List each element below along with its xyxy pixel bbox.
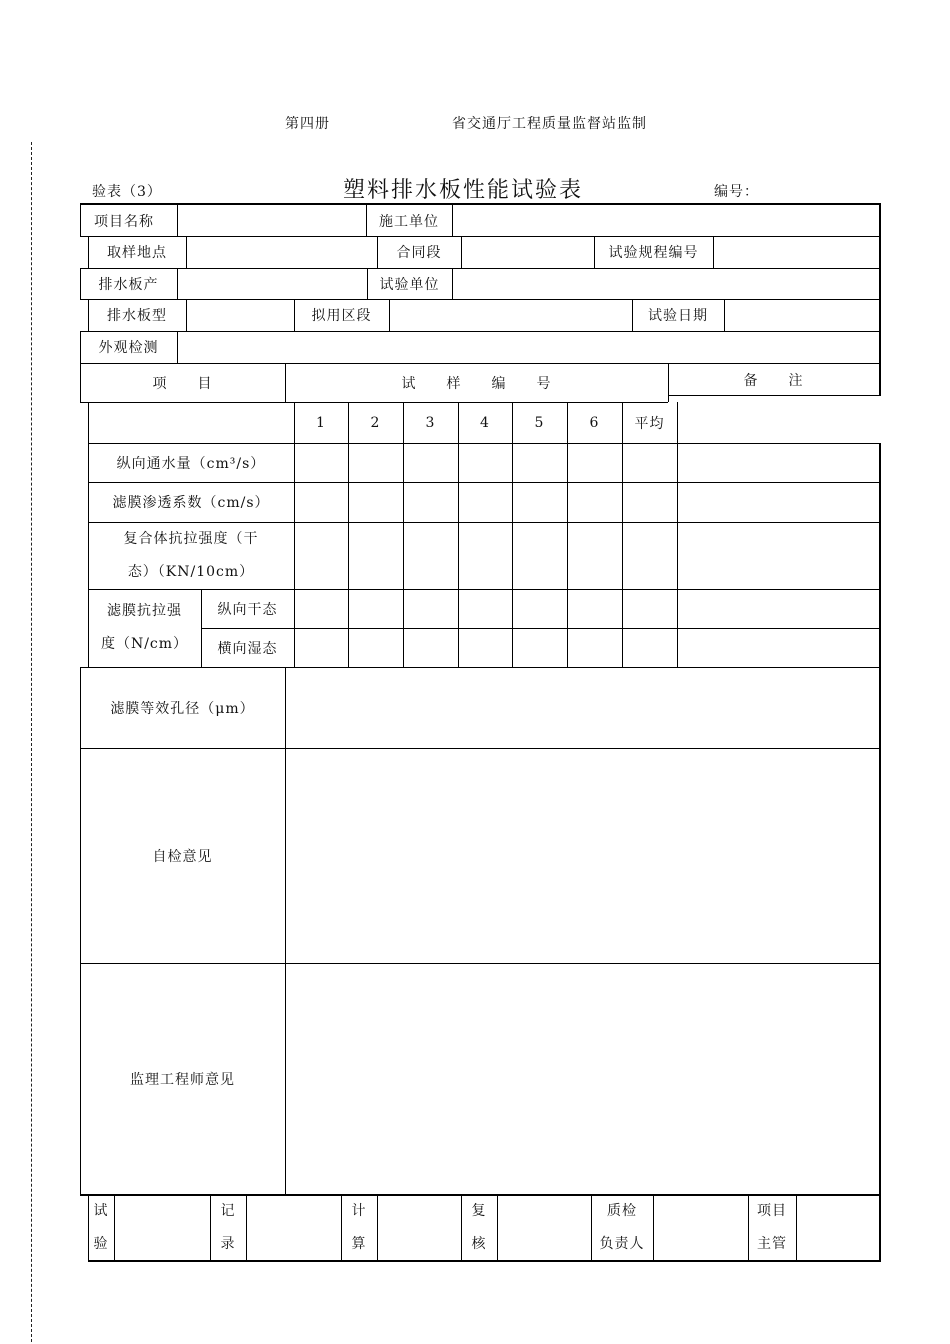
sub-row-transverse-wet: 横向湿态: [217, 640, 278, 657]
sign-field-calculator[interactable]: [378, 1196, 460, 1259]
sample-col-1: 1: [316, 414, 326, 431]
row-composite-tensile-strength: [88, 522, 294, 589]
sign-label-reviewer: [461, 1195, 497, 1260]
sign-label-recorder: [210, 1195, 246, 1260]
row-composite-line2: 态）（KN/10cm）: [127, 563, 255, 580]
test-date-label: 试验日期: [648, 308, 708, 324]
sign-label-tester-bottom: 验: [93, 1235, 109, 1252]
project-name-label: 项目名称: [94, 213, 154, 230]
serial-number-label: 编号：: [714, 184, 759, 200]
test-spec-number-field[interactable]: [714, 237, 878, 267]
remark-header: 备 注: [743, 372, 804, 389]
binding-margin-line: [31, 142, 32, 1342]
board-origin-field[interactable]: [178, 269, 366, 298]
sign-field-project-manager[interactable]: [797, 1196, 878, 1259]
sign-label-qc-lead: [591, 1195, 653, 1260]
row-film-strength-line2: 度（N/cm）: [100, 636, 189, 652]
sampling-site-label: 取样地点: [107, 245, 167, 261]
sign-label-calculator-top: 计: [351, 1202, 367, 1219]
planned-section-field[interactable]: [390, 300, 631, 330]
sign-label-project-manager-top: 项目: [757, 1202, 787, 1219]
row-film-strength-line1: 滤膜抗拉强: [107, 603, 182, 619]
sign-label-recorder-bottom: 录: [220, 1235, 236, 1252]
sub-row-longitudinal-dry: 纵向干态: [217, 601, 278, 618]
self-check-opinion-field[interactable]: [286, 749, 878, 962]
test-unit-label: 试验单位: [379, 276, 440, 293]
sample-col-3: 3: [425, 414, 436, 431]
row-composite-line1: 复合体抗拉强度（干: [123, 530, 259, 547]
board-origin-label: 排水板产: [98, 276, 159, 293]
contract-section-label: 合同段: [396, 245, 442, 261]
construction-unit-label: 施工单位: [379, 213, 439, 230]
sign-label-qc-lead-top: 质检: [607, 1202, 637, 1219]
sign-label-tester-top: 试: [93, 1202, 109, 1219]
sign-label-recorder-top: 记: [220, 1202, 236, 1219]
sign-field-recorder[interactable]: [247, 1196, 340, 1259]
sign-label-reviewer-top: 复: [471, 1202, 487, 1219]
sampling-site-field[interactable]: [187, 237, 376, 267]
form-number: 验表（3）: [92, 184, 162, 200]
row-equivalent-pore-size: 滤膜等效孔径（μm）: [110, 700, 255, 717]
sign-label-reviewer-bottom: 核: [471, 1235, 487, 1252]
volume-label: 第四册: [285, 116, 330, 132]
sign-field-reviewer[interactable]: [498, 1196, 590, 1259]
sign-label-qc-lead-bottom: 负责人: [599, 1235, 645, 1252]
test-unit-field[interactable]: [453, 269, 878, 298]
page-title: 塑料排水板性能试验表: [343, 178, 584, 203]
sample-col-2: 2: [370, 414, 381, 431]
row-filter-tensile-strength: [88, 589, 201, 667]
appearance-label: 外观检测: [98, 340, 159, 356]
board-model-field[interactable]: [187, 300, 293, 330]
sign-label-calculator: [341, 1195, 377, 1260]
row-longitudinal-flow: 纵向通水量（cm³/s）: [116, 455, 266, 472]
self-check-opinion-label: 自检意见: [152, 848, 213, 865]
construction-unit-field[interactable]: [453, 205, 878, 236]
sample-col-average: 平均: [634, 415, 665, 432]
sample-col-6: 6: [589, 414, 600, 431]
sign-label-project-manager: [748, 1195, 796, 1260]
test-spec-number-label: 试验规程编号: [608, 245, 699, 261]
pore-size-field[interactable]: [286, 668, 878, 747]
planned-section-label: 拟用区段: [311, 308, 372, 324]
appearance-field[interactable]: [178, 332, 878, 362]
sign-label-project-manager-bottom: 主管: [757, 1235, 787, 1252]
board-model-label: 排水板型: [107, 308, 167, 324]
sample-col-4: 4: [480, 414, 490, 431]
item-header: 项 目: [152, 375, 213, 392]
contract-section-field[interactable]: [462, 237, 593, 267]
row-filter-permeability: 滤膜渗透系数（cm/s）: [112, 495, 270, 511]
sign-label-tester: [88, 1195, 114, 1260]
project-name-field[interactable]: [178, 205, 365, 236]
sample-number-header: 试 样 编 号: [401, 375, 552, 392]
engineer-opinion-label: 监理工程师意见: [130, 1072, 235, 1088]
sign-label-calculator-bottom: 算: [351, 1235, 367, 1252]
test-date-field[interactable]: [725, 300, 878, 330]
sign-field-qc-lead[interactable]: [654, 1196, 747, 1259]
sample-col-5: 5: [534, 414, 545, 431]
sign-field-tester[interactable]: [115, 1196, 209, 1259]
supervisor-label: 省交通厅工程质量监督站监制: [452, 116, 647, 132]
engineer-opinion-field[interactable]: [286, 964, 878, 1194]
